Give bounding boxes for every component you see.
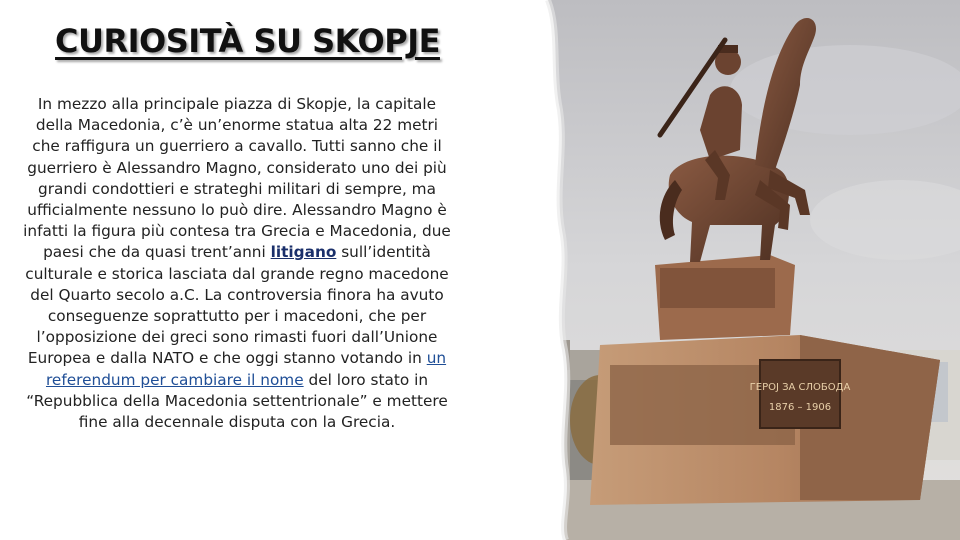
paragraph-part-3: del loro stato in “Repubblica della Macedonia settentrionale” e mettere fine alla decennale disputa con la Grecia. [26,370,448,432]
plaque-line-2: 1876 – 1906 [768,402,832,413]
paragraph-part-1: In mezzo alla principale piazza di Skopje, la capitale della Macedonia, c’è un’enorme statua alta 22 metri che raffigura un guerriero a cavallo. Tutti sanno che il guerriero è Alessandro Magno, considerato uno dei più grandi condottieri e strateghi militari di sempre, ma ufficialmente nessuno lo può dire. Alessandro Magno è infatti la figura più contesa tra Grecia e Macedonia, due paesi che da quasi trent’anni [23,95,451,262]
body-paragraph [22,94,452,433]
plaque-line-1: ГЕРОЈ ЗА СЛОБОДА [749,382,851,393]
link-referendum[interactable]: un referendum per cambiare il nome [45,349,447,389]
paragraph-part-2: sull’identità culturale e storica lasciata dal grande regno macedone del Quarto secolo a.C. La controversia finora ha avuto conseguenze soprattutto per i macedoni, che per l’opposizione dei greci sono rimasti fuori dall’Unione Europea e dalla NATO e che oggi stanno votando in [25,243,449,368]
slide-title: CURIOSITÀ SU SKOPJE [55,22,440,60]
link-litigano[interactable]: litigano [270,243,337,262]
